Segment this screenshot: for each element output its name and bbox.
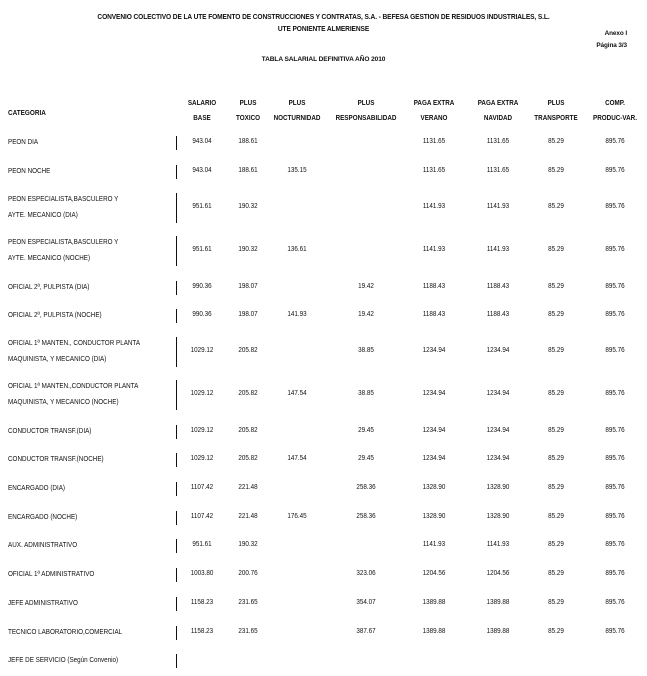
- cell-plus-responsabilidad: 38.85: [358, 389, 374, 398]
- cell-plus-transporte: 85.29: [548, 627, 564, 636]
- page-number: Página 3/3: [596, 42, 627, 49]
- cell-comp-produc-var: 895.76: [605, 245, 625, 254]
- cell-paga-extra-verano: 1141.93: [422, 202, 446, 211]
- row-divider: [176, 626, 177, 640]
- cell-plus-transporte: 85.29: [548, 389, 564, 398]
- cell-categoria: OFICIAL 1ª MANTEN., CONDUCTOR PLANTA MAQUINISTA, Y MECANICO (DIA): [8, 339, 141, 364]
- col-header-plus-toxico: PLUS TOXICO: [235, 99, 261, 123]
- cell-paga-extra-verano: 1389.88: [422, 598, 446, 607]
- cell-paga-extra-verano: 1328.90: [422, 483, 446, 492]
- cell-paga-extra-navidad: 1234.94: [486, 346, 510, 355]
- table-row: [0, 165, 647, 179]
- cell-paga-extra-verano: 1141.93: [422, 245, 446, 254]
- table-row: [0, 425, 647, 439]
- cell-plus-transporte: 85.29: [548, 426, 564, 435]
- cell-plus-responsabilidad: 19.42: [358, 310, 374, 319]
- cell-plus-toxico: 190.32: [238, 202, 258, 211]
- cell-paga-extra-navidad: 1204.56: [486, 569, 510, 578]
- cell-salario-base: 1029.12: [190, 426, 214, 435]
- cell-plus-nocturnidad: 136.61: [287, 245, 307, 254]
- cell-plus-responsabilidad: 258.36: [356, 483, 376, 492]
- cell-categoria: AUX. ADMINISTRATIVO: [8, 541, 78, 550]
- document-title-line1: CONVENIO COLECTIVO DE LA UTE FOMENTO DE CONSTRUCCIONES Y CONTRATAS, S.A. - BEFESA GESTION DE RESIDUOS INDUSTRIALES, S.L.: [97, 13, 550, 22]
- cell-categoria: PEON DIA: [8, 138, 39, 147]
- cell-paga-extra-navidad: 1188.43: [486, 282, 510, 291]
- row-divider: [176, 425, 177, 439]
- cell-plus-nocturnidad: 147.54: [287, 389, 307, 398]
- row-divider: [176, 597, 177, 611]
- row-divider: [176, 281, 177, 295]
- row-divider: [176, 539, 177, 553]
- document-title-line2: UTE PONIENTE ALMERIENSE: [277, 25, 370, 34]
- col-header-plus-nocturnidad: PLUS NOCTURNIDAD: [273, 99, 321, 123]
- cell-comp-produc-var: 895.76: [605, 569, 625, 578]
- cell-paga-extra-verano: 1328.90: [422, 512, 446, 521]
- col-header-plus-transporte: PLUS TRANSPORTE: [534, 99, 578, 123]
- cell-plus-transporte: 85.29: [548, 512, 564, 521]
- cell-paga-extra-verano: 1234.94: [422, 426, 446, 435]
- cell-plus-transporte: 85.29: [548, 454, 564, 463]
- table-row: [0, 597, 647, 611]
- cell-comp-produc-var: 895.76: [605, 454, 625, 463]
- cell-plus-toxico: 198.07: [238, 282, 258, 291]
- cell-salario-base: 951.61: [192, 245, 212, 254]
- cell-comp-produc-var: 895.76: [605, 483, 625, 492]
- cell-plus-toxico: 188.61: [238, 137, 258, 146]
- row-divider: [176, 136, 177, 150]
- cell-paga-extra-navidad: 1131.65: [486, 137, 510, 146]
- cell-categoria: CONDUCTOR TRANSF.(DIA): [8, 427, 92, 436]
- cell-paga-extra-navidad: 1234.94: [486, 426, 510, 435]
- table-row: [0, 194, 647, 222]
- cell-categoria: PEON NOCHE: [8, 167, 51, 176]
- cell-paga-extra-navidad: 1234.94: [486, 454, 510, 463]
- cell-plus-transporte: 85.29: [548, 282, 564, 291]
- col-header-paga-extra-verano: PAGA EXTRA VERANO: [413, 99, 455, 123]
- cell-plus-toxico: 200.76: [238, 569, 258, 578]
- cell-categoria: TECNICO LABORATORIO,COMERCIAL: [8, 628, 123, 637]
- cell-categoria: JEFE ADMINISTRATIVO: [8, 599, 78, 608]
- cell-salario-base: 1029.12: [190, 346, 214, 355]
- cell-salario-base: 1158.23: [190, 627, 214, 636]
- cell-comp-produc-var: 895.76: [605, 346, 625, 355]
- cell-comp-produc-var: 895.76: [605, 598, 625, 607]
- cell-paga-extra-navidad: 1328.90: [486, 512, 510, 521]
- cell-plus-toxico: 221.48: [238, 483, 258, 492]
- cell-paga-extra-navidad: 1141.93: [486, 245, 510, 254]
- cell-paga-extra-verano: 1234.94: [422, 454, 446, 463]
- cell-paga-extra-navidad: 1141.93: [486, 540, 510, 549]
- cell-plus-toxico: 190.32: [238, 245, 258, 254]
- cell-paga-extra-verano: 1131.65: [422, 166, 446, 175]
- cell-salario-base: 1107.42: [190, 483, 214, 492]
- row-divider: [176, 165, 177, 179]
- cell-categoria: OFICIAL 2ª, PULPISTA (NOCHE): [8, 311, 102, 320]
- cell-salario-base: 990.36: [192, 310, 212, 319]
- cell-paga-extra-verano: 1141.93: [422, 540, 446, 549]
- cell-categoria: ENCARGADO (NOCHE): [8, 513, 78, 522]
- row-divider: [176, 337, 177, 367]
- cell-categoria: OFICIAL 1ª MANTEN.,CONDUCTOR PLANTA MAQUINISTA, Y MECANICO (NOCHE): [8, 382, 139, 407]
- col-header-salario-base: SALARIO BASE: [187, 99, 217, 123]
- cell-plus-responsabilidad: 323.06: [356, 569, 376, 578]
- cell-plus-responsabilidad: 29.45: [358, 454, 374, 463]
- cell-salario-base: 1029.12: [190, 389, 214, 398]
- table-row: [0, 237, 647, 265]
- cell-comp-produc-var: 895.76: [605, 310, 625, 319]
- cell-comp-produc-var: 895.76: [605, 540, 625, 549]
- cell-paga-extra-verano: 1204.56: [422, 569, 446, 578]
- cell-paga-extra-verano: 1188.43: [422, 282, 446, 291]
- cell-plus-toxico: 205.82: [238, 426, 258, 435]
- cell-plus-nocturnidad: 141.93: [287, 310, 307, 319]
- col-header-paga-extra-navidad: PAGA EXTRA NAVIDAD: [477, 99, 519, 123]
- col-header-plus-responsabilidad: PLUS RESPONSABILIDAD: [335, 99, 397, 123]
- row-divider: [176, 380, 177, 410]
- cell-plus-responsabilidad: 19.42: [358, 282, 374, 291]
- cell-paga-extra-verano: 1389.88: [422, 627, 446, 636]
- cell-categoria: CONDUCTOR TRANSF.(NOCHE): [8, 455, 104, 464]
- cell-comp-produc-var: 895.76: [605, 202, 625, 211]
- cell-plus-transporte: 85.29: [548, 540, 564, 549]
- cell-salario-base: 943.04: [192, 166, 212, 175]
- cell-plus-toxico: 205.82: [238, 389, 258, 398]
- cell-plus-transporte: 85.29: [548, 483, 564, 492]
- cell-categoria: OFICIAL 1ª ADMINISTRATIVO: [8, 570, 95, 579]
- cell-categoria: PEON ESPECIALISTA,BASCULERO Y AYTE. MECANICO (DIA): [8, 195, 119, 220]
- cell-comp-produc-var: 895.76: [605, 426, 625, 435]
- table-title: TABLA SALARIAL DEFINITIVA AÑO 2010: [261, 56, 386, 63]
- cell-plus-responsabilidad: 387.67: [356, 627, 376, 636]
- cell-salario-base: 1158.23: [190, 598, 214, 607]
- annex-label: Anexo I: [604, 30, 627, 37]
- cell-paga-extra-navidad: 1141.93: [486, 202, 510, 211]
- row-divider: [176, 568, 177, 582]
- cell-plus-transporte: 85.29: [548, 346, 564, 355]
- cell-paga-extra-verano: 1131.65: [422, 137, 446, 146]
- table-row: [0, 539, 647, 553]
- cell-plus-transporte: 85.29: [548, 310, 564, 319]
- cell-plus-nocturnidad: 135.15: [287, 166, 307, 175]
- cell-comp-produc-var: 895.76: [605, 137, 625, 146]
- cell-salario-base: 1107.42: [190, 512, 214, 521]
- cell-salario-base: 951.61: [192, 202, 212, 211]
- cell-plus-toxico: 231.65: [238, 598, 258, 607]
- table-row: [0, 482, 647, 496]
- cell-plus-transporte: 85.29: [548, 137, 564, 146]
- table-row: [0, 381, 647, 409]
- cell-paga-extra-verano: 1234.94: [422, 389, 446, 398]
- cell-salario-base: 990.36: [192, 282, 212, 291]
- row-divider: [176, 482, 177, 496]
- row-divider: [176, 193, 177, 223]
- cell-plus-responsabilidad: 354.07: [356, 598, 376, 607]
- cell-plus-toxico: 221.48: [238, 512, 258, 521]
- row-divider: [176, 654, 177, 668]
- cell-plus-transporte: 85.29: [548, 569, 564, 578]
- cell-plus-toxico: 198.07: [238, 310, 258, 319]
- table-row: [0, 281, 647, 295]
- cell-plus-toxico: 190.32: [238, 540, 258, 549]
- cell-plus-toxico: 205.82: [238, 454, 258, 463]
- cell-comp-produc-var: 895.76: [605, 512, 625, 521]
- cell-plus-responsabilidad: 29.45: [358, 426, 374, 435]
- cell-comp-produc-var: 895.76: [605, 389, 625, 398]
- cell-salario-base: 951.61: [192, 540, 212, 549]
- cell-comp-produc-var: 895.76: [605, 282, 625, 291]
- cell-plus-responsabilidad: 258.36: [356, 512, 376, 521]
- cell-comp-produc-var: 895.76: [605, 627, 625, 636]
- cell-paga-extra-verano: 1234.94: [422, 346, 446, 355]
- table-row: [0, 136, 647, 150]
- cell-plus-transporte: 85.29: [548, 245, 564, 254]
- cell-plus-toxico: 188.61: [238, 166, 258, 175]
- table-row: [0, 511, 647, 525]
- cell-plus-toxico: 231.65: [238, 627, 258, 636]
- cell-paga-extra-navidad: 1389.88: [486, 598, 510, 607]
- cell-salario-base: 943.04: [192, 137, 212, 146]
- cell-paga-extra-navidad: 1328.90: [486, 483, 510, 492]
- cell-plus-transporte: 85.29: [548, 598, 564, 607]
- cell-plus-toxico: 205.82: [238, 346, 258, 355]
- table-row: [0, 309, 647, 323]
- table-row: [0, 654, 647, 668]
- cell-plus-transporte: 85.29: [548, 202, 564, 211]
- cell-categoria: OFICIAL 2ª, PULPISTA (DIA): [8, 283, 90, 292]
- table-row: [0, 338, 647, 366]
- cell-plus-nocturnidad: 176.45: [287, 512, 307, 521]
- cell-comp-produc-var: 895.76: [605, 166, 625, 175]
- cell-categoria: JEFE DE SERVICIO (Según Convenio): [8, 656, 119, 665]
- cell-categoria: PEON ESPECIALISTA,BASCULERO Y AYTE. MECANICO (NOCHE): [8, 238, 119, 263]
- col-header-comp-produc-var: COMP. PRODUC-VAR.: [593, 99, 637, 123]
- cell-plus-transporte: 85.29: [548, 166, 564, 175]
- table-row: [0, 568, 647, 582]
- cell-categoria: ENCARGADO (DIA): [8, 484, 66, 493]
- col-header-categoria: CATEGORIA: [8, 109, 46, 118]
- row-divider: [176, 309, 177, 323]
- row-divider: [176, 511, 177, 525]
- cell-paga-extra-navidad: 1188.43: [486, 310, 510, 319]
- table-row: [0, 453, 647, 467]
- cell-salario-base: 1003.80: [190, 569, 214, 578]
- cell-paga-extra-verano: 1188.43: [422, 310, 446, 319]
- cell-paga-extra-navidad: 1389.88: [486, 627, 510, 636]
- cell-paga-extra-navidad: 1234.94: [486, 389, 510, 398]
- cell-plus-nocturnidad: 147.54: [287, 454, 307, 463]
- cell-plus-responsabilidad: 38.85: [358, 346, 374, 355]
- row-divider: [176, 453, 177, 467]
- row-divider: [176, 236, 177, 266]
- table-row: [0, 626, 647, 640]
- cell-salario-base: 1029.12: [190, 454, 214, 463]
- cell-paga-extra-navidad: 1131.65: [486, 166, 510, 175]
